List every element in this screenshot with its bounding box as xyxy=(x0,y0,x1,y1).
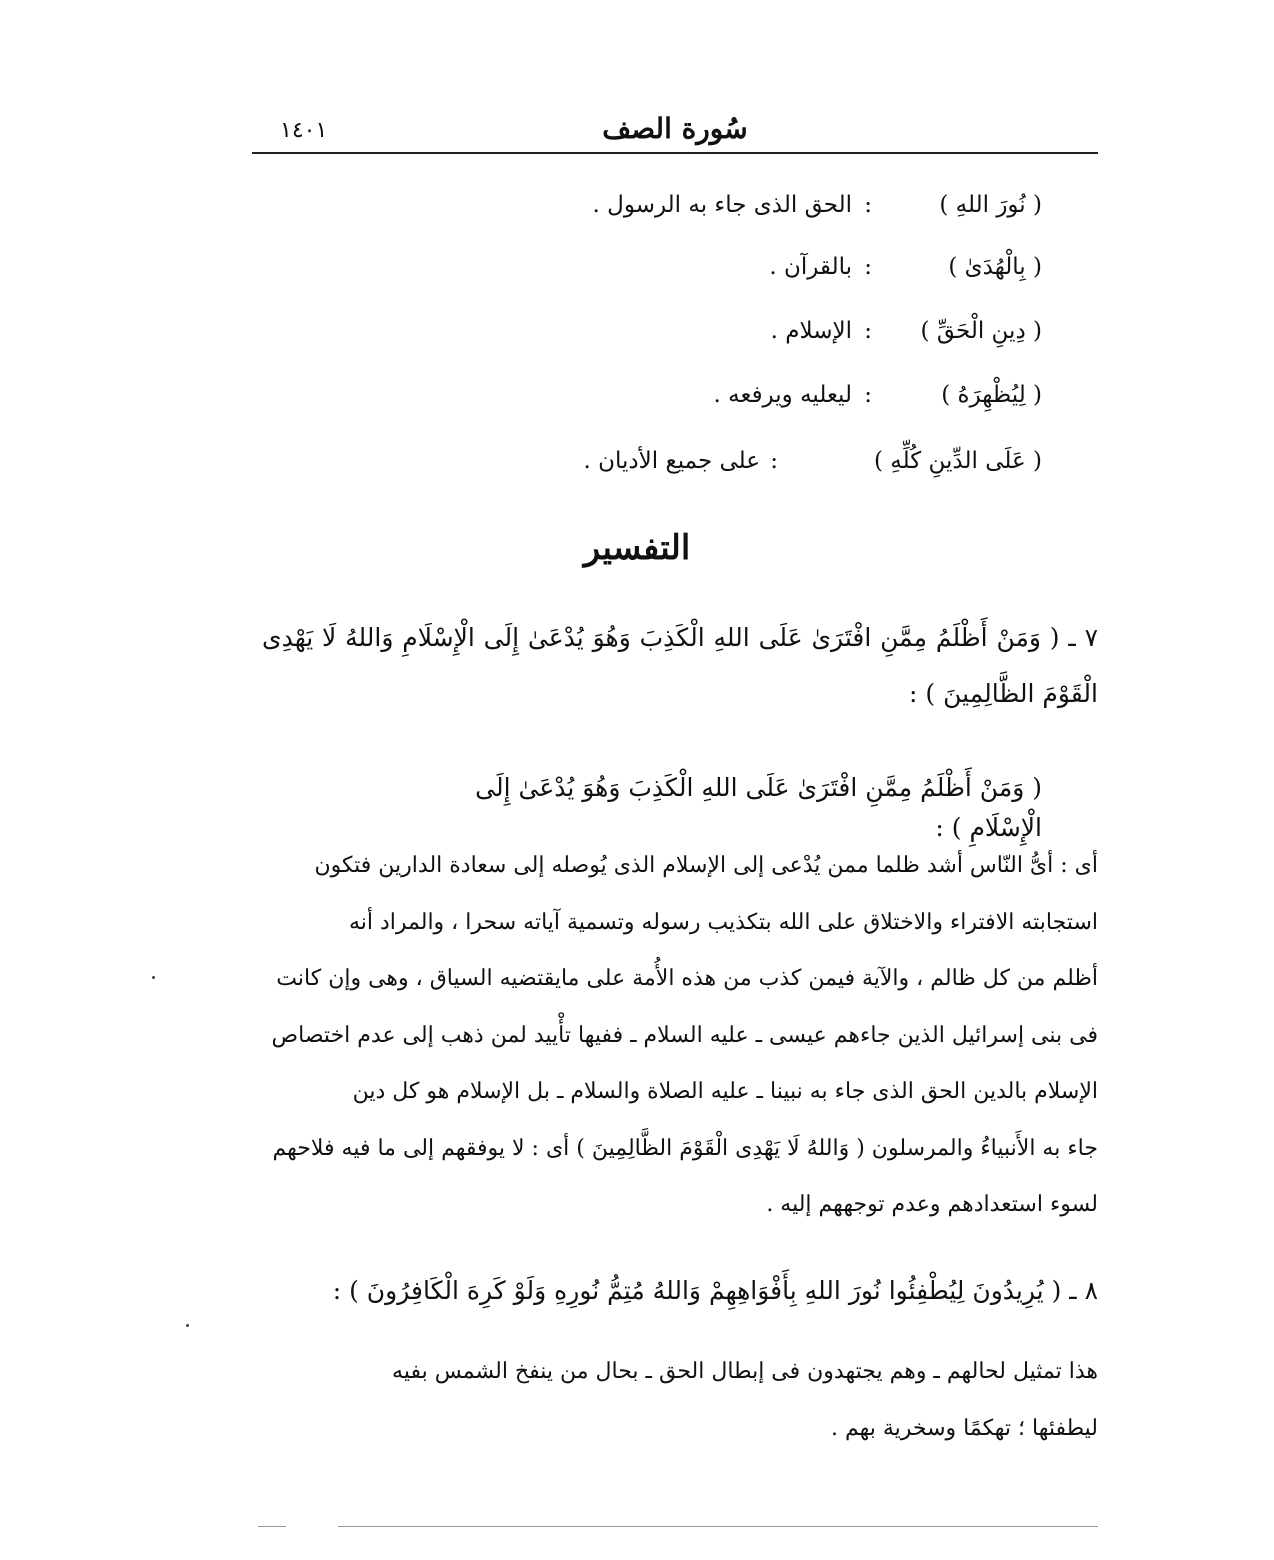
glossary-entry xyxy=(482,382,1042,422)
glossary-definition: بالقرآن . xyxy=(769,254,852,280)
scan-speck xyxy=(152,976,155,979)
section-heading: التفسير xyxy=(583,528,691,568)
glossary-definition: الحق الذى جاء به الرسول . xyxy=(592,192,852,218)
commentary-paragraph xyxy=(262,838,1098,1234)
footer-divider-left xyxy=(258,1526,286,1527)
glossary-entry xyxy=(482,192,1042,232)
footer-divider xyxy=(338,1526,1098,1527)
verse-7: ٧ ـ ( وَمَنْ أَظْلَمُ مِمَّنِ افْتَرَىٰ عَلَى اللهِ الْكَذِبَ وَهُوَ يُدْعَىٰ إِلَى الْإِسْلَامِ وَاللهُ لَا يَهْدِى الْقَوْمَ الظَّالِمِينَ ) : xyxy=(262,623,1098,708)
commentary-line: استجابته الافتراء والاختلاق على الله بتكذيب رسوله وتسمية آياته سحرا ، والمراد أنه xyxy=(348,909,1098,935)
commentary-line: جاء به الأَنبياءُ والمرسلون ( وَاللهُ لَا يَهْدِى الْقَوْمَ الظَّالِمِينَ ) أى : لا يوفقهم إلى ما فيه فلاحهم xyxy=(272,1135,1098,1161)
header-divider xyxy=(252,152,1098,154)
commentary-line: الإسلام بالدين الحق الذى جاء به نبينا ـ عليه الصلاة والسلام ـ بل الإسلام هو كل دين xyxy=(352,1079,1098,1104)
verse-8: ٨ ـ ( يُرِيدُونَ لِيُطْفِئُوا نُورَ اللهِ بِأَفْوَاهِهِمْ وَاللهُ مُتِمُّ نُورِهِ وَلَوْ كَرِهَ الْكَافِرُونَ ) : xyxy=(332,1276,1098,1305)
glossary-separator: : xyxy=(864,382,872,408)
surah-title: سُورة الصف xyxy=(602,112,748,145)
glossary-separator: : xyxy=(864,192,872,218)
glossary-definition: الإسلام . xyxy=(770,318,852,344)
glossary-separator: : xyxy=(770,448,778,474)
glossary-separator: : xyxy=(864,254,872,280)
verse-7-quote: ( وَمَنْ أَظْلَمُ مِمَّنِ افْتَرَىٰ عَلَى اللهِ الْكَذِبَ وَهُوَ يُدْعَىٰ إِلَى الْإِسْلَامِ ) : xyxy=(475,773,1042,842)
commentary-line: فى بنى إسرائيل الذين جاءهم عيسى ـ عليه السلام ـ ففيها تأْييد لمن ذهب إلى عدم اختصاص xyxy=(271,1022,1098,1048)
glossary-definition: ليعليه ويرفعه . xyxy=(713,382,852,408)
glossary-definition: على جميع الأديان . xyxy=(583,448,760,474)
glossary-term: ( لِيُظْهِرَهُ ) xyxy=(941,382,1042,408)
commentary-line: هذا تمثيل لحالهم ـ وهم يجتهدون فى إبطال الحق ـ بحال من ينفخ الشمس بفيه xyxy=(392,1359,1098,1384)
glossary-term: ( عَلَى الدِّينِ كُلِّهِ ) xyxy=(874,448,1042,474)
commentary-line: لسوء استعدادهم وعدم توجههم إليه . xyxy=(766,1192,1098,1217)
glossary-entry xyxy=(482,254,1042,294)
commentary-paragraph xyxy=(262,1344,1098,1457)
glossary-term: ( نُورَ اللهِ ) xyxy=(939,192,1042,218)
commentary-line: ليطفئها ؛ تهكمًا وسخرية بهم . xyxy=(830,1415,1098,1441)
commentary-line: أى : أىُّ النّاس أشد ظلما ممن يُدْعى إلى الإسلام الذى يُوصله إلى سعادة الدارين فتكون xyxy=(314,853,1098,878)
glossary-entry xyxy=(482,448,1042,488)
page-number: ١٤٠١ xyxy=(280,118,328,143)
glossary-entry xyxy=(482,318,1042,358)
glossary-term: ( دِينِ الْحَقِّ ) xyxy=(920,318,1042,344)
scan-speck xyxy=(186,1324,189,1327)
glossary-separator: : xyxy=(864,318,872,344)
commentary-line: أظلم من كل ظالم ، والآية فيمن كذب من هذه الأُمة على مايقتضيه السياق ، وهى وإن كانت xyxy=(276,966,1098,991)
page-header xyxy=(252,112,1098,152)
glossary-term: ( بِالْهُدَىٰ ) xyxy=(948,254,1042,280)
